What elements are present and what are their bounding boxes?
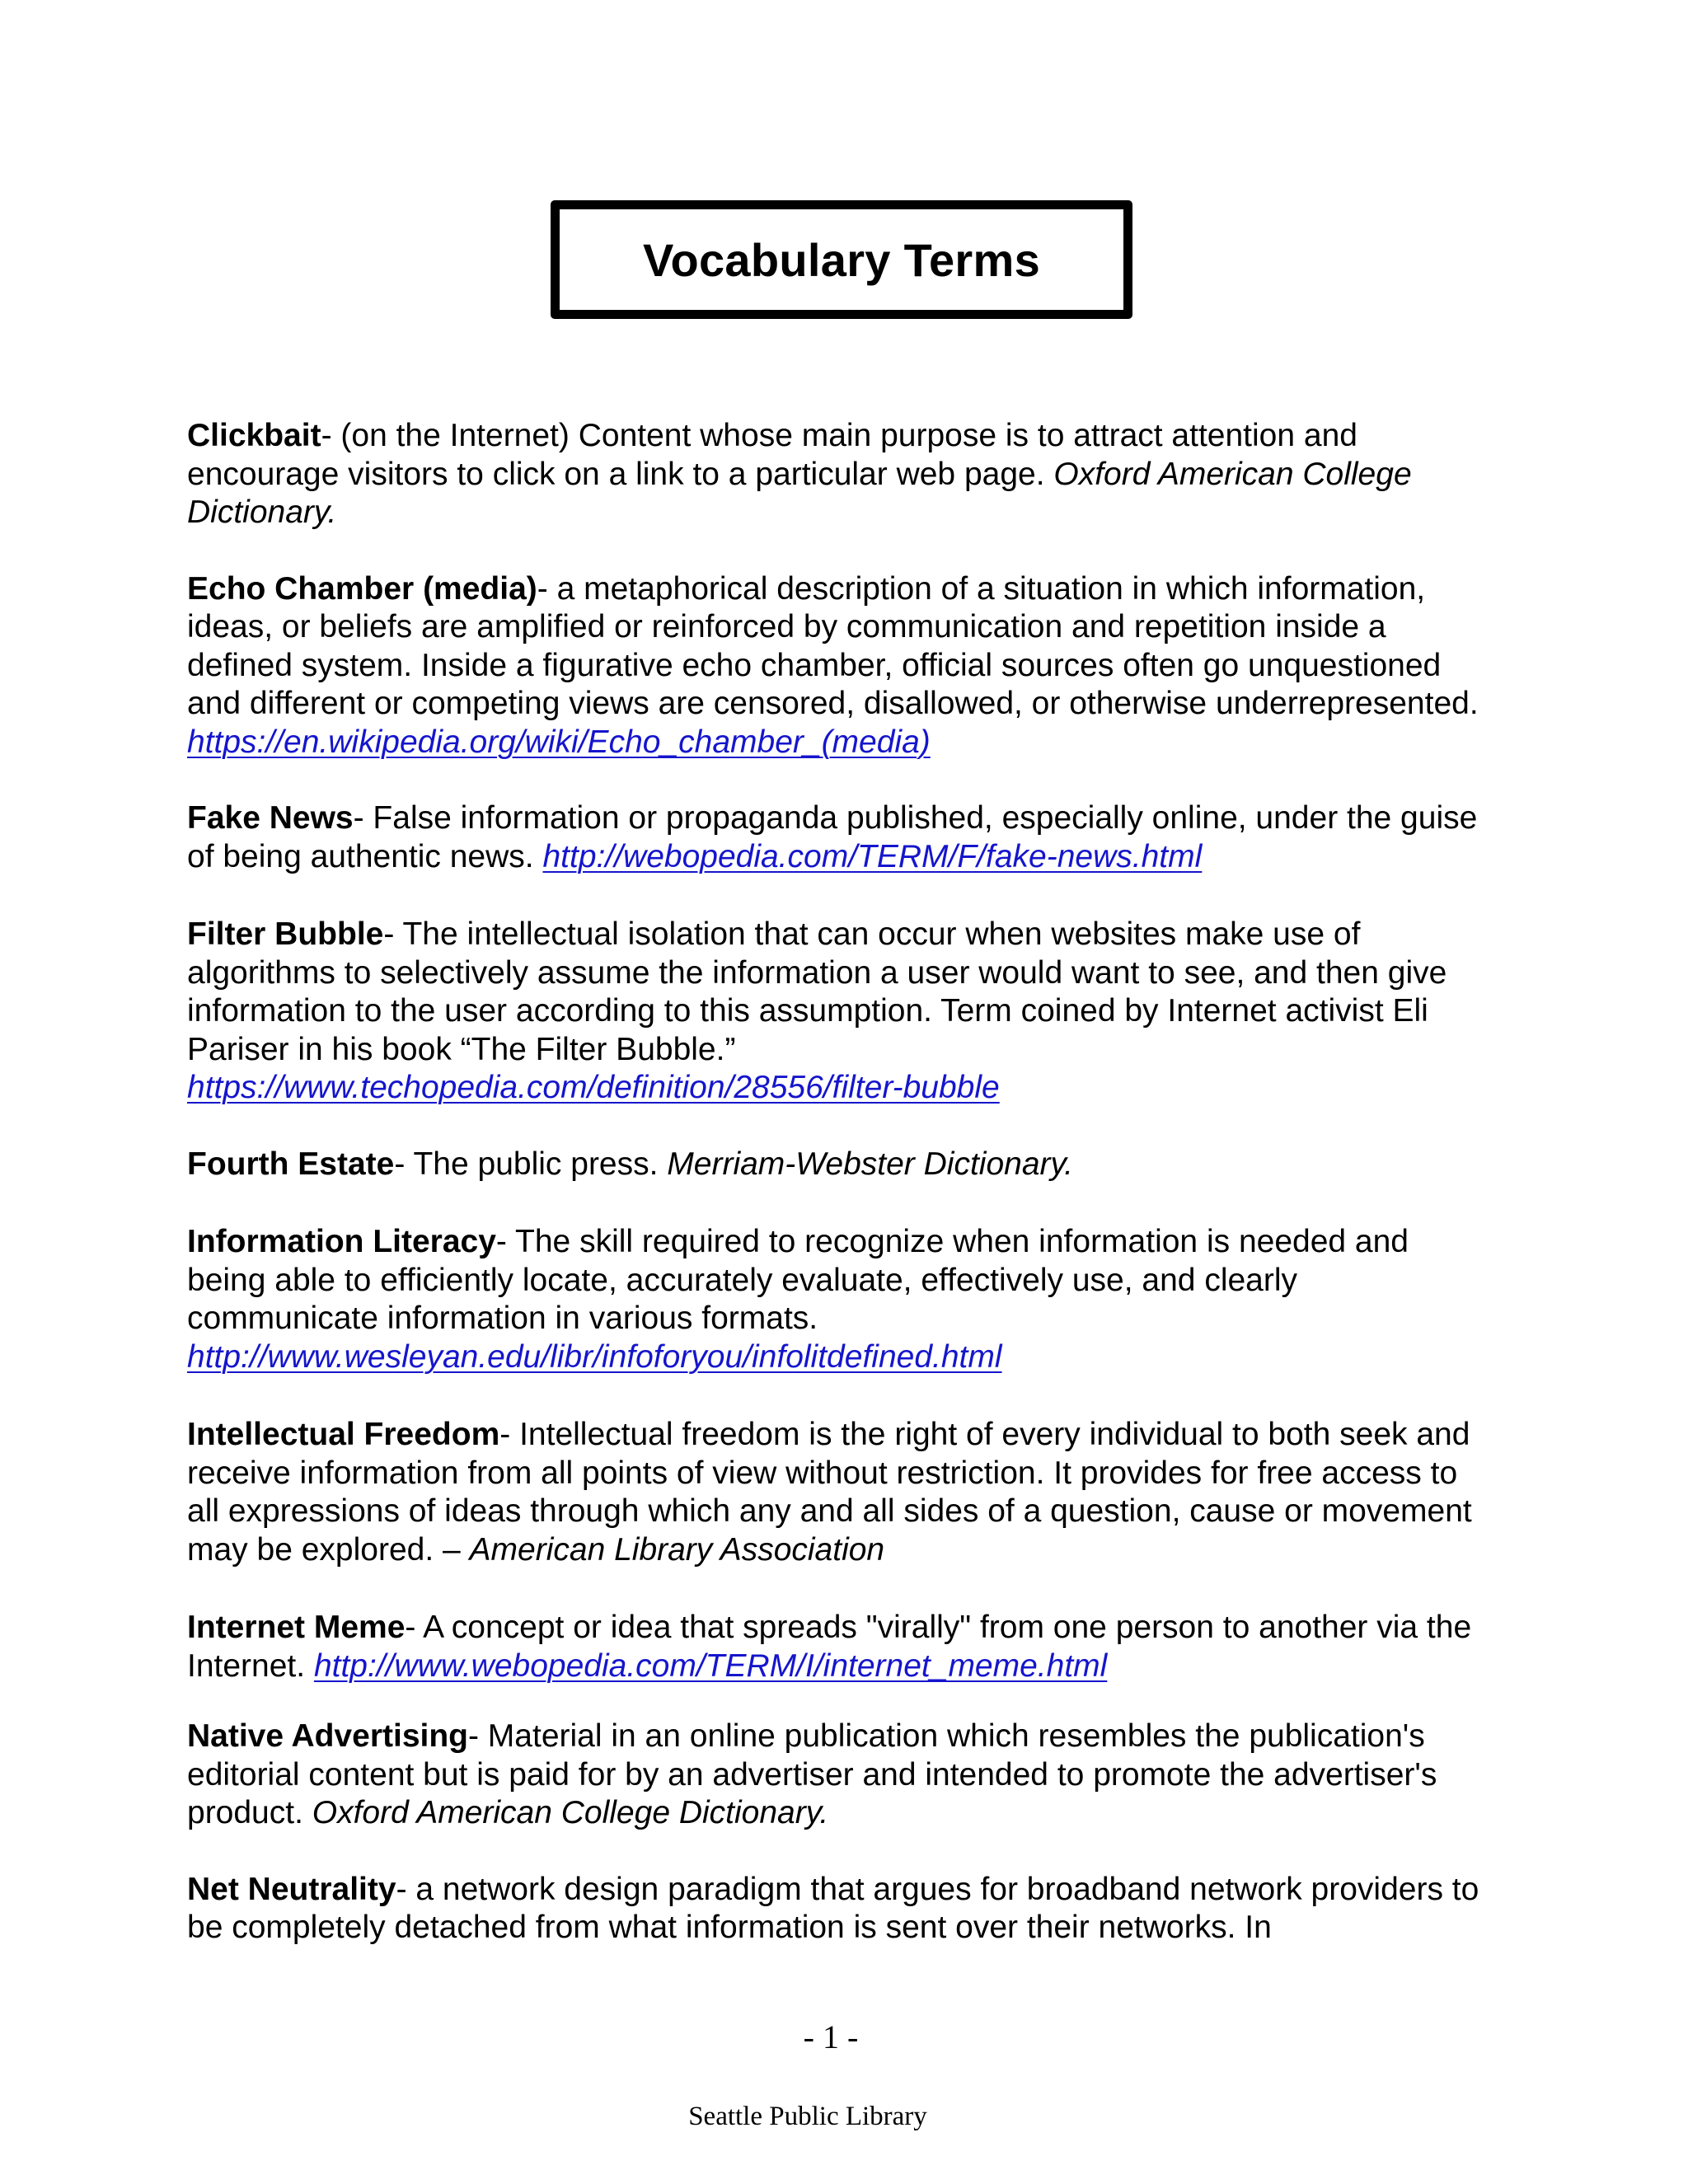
reference-link[interactable]: http://www.wesleyan.edu/libr/infoforyou/infolitdefined.html (187, 1338, 1002, 1375)
term: Information Literacy (187, 1224, 496, 1259)
definition: - The skill required to recognize when information is needed and being able to efficiently locate, accurately evaluate, effectively use, and clearly communicate information in various formats. (187, 1224, 1409, 1336)
entry-net-neutrality (187, 1871, 1481, 1947)
definition: - The public press. (394, 1146, 668, 1182)
source: Merriam-Webster Dictionary. (667, 1146, 1073, 1182)
reference-link[interactable]: http://webopedia.com/TERM/F/fake-news.html (542, 838, 1203, 874)
definition: - The intellectual isolation that can occur when websites make use of algorithms to selectively assume the information a user would want to see, and then give information to the user according to this assumption. Term coined by Internet activist Eli Pariser in his book “The Filter Bubble.” (187, 916, 1447, 1067)
footer-library: Seattle Public Library (688, 2102, 927, 2131)
term: Fourth Estate (187, 1146, 395, 1182)
term: Net Neutrality (187, 1871, 396, 1907)
entry-information-literacy (187, 1223, 1481, 1376)
source: Oxford American College Dictionary. (312, 1795, 829, 1830)
entry-fake-news (187, 799, 1481, 876)
definition: - a network design paradigm that argues for broadband network providers to be completely detached from what information is sent over their networks. In (187, 1871, 1479, 1945)
title-box (551, 200, 1132, 319)
term: Fake News (187, 800, 354, 836)
term: Clickbait (187, 418, 321, 453)
entry-native-advertising (187, 1718, 1481, 1833)
definition: - Material in an online publication which resembles the publication's editorial content but is paid for by an advertiser and intended to promote the advertiser's product. (187, 1718, 1437, 1830)
vocabulary-list (187, 417, 1481, 1947)
term: Intellectual Freedom (187, 1417, 500, 1452)
reference-link[interactable]: http://www.webopedia.com/TERM/I/internet_meme.html (313, 1647, 1108, 1684)
reference-link[interactable]: https://www.techopedia.com/definition/28556/filter-bubble (187, 1070, 1000, 1105)
definition: - A concept or idea that spreads "virally" from one person to another via the Internet. (187, 1610, 1472, 1684)
entry-intellectual-freedom (187, 1416, 1481, 1569)
definition: - a metaphorical description of a situation in which information, ideas, or beliefs are amplified or reinforced by communication and repetition inside a defined system. Inside a figurative echo chamber, official sources often go unquestioned and different or competing views are censored, disallowed, or otherwise underrepresented. (187, 570, 1479, 721)
definition: - (on the Internet) Content whose main purpose is to attract attention and encourage visitors to click on a link to a particular web page. (187, 418, 1357, 492)
source: Oxford American College Dictionary. (187, 456, 1412, 530)
entry-fourth-estate (187, 1146, 1481, 1184)
reference-link[interactable]: https://en.wikipedia.org/wiki/Echo_chamber_(media) (187, 724, 931, 760)
term: Internet Meme (187, 1610, 406, 1645)
page-number: - 1 - (803, 2018, 859, 2055)
page-title: Vocabulary Terms (642, 233, 1041, 286)
entry-clickbait (187, 417, 1481, 532)
source: American Library Association (469, 1531, 885, 1568)
entry-internet-meme (187, 1609, 1481, 1685)
definition: - False information or propaganda published, especially online, under the guise of being authentic news. (187, 800, 1478, 874)
entry-echo-chamber (187, 570, 1481, 762)
term: Native Advertising (187, 1718, 468, 1754)
entry-filter-bubble (187, 916, 1481, 1108)
definition: - Intellectual freedom is the right of every individual to both seek and receive information from all points of view without restriction. It provides for free access to all expressions of ideas through which any and all sides of a question, cause or movement may be explored. – (187, 1417, 1472, 1568)
term: Filter Bubble (187, 916, 384, 952)
term: Echo Chamber (media) (187, 570, 537, 607)
